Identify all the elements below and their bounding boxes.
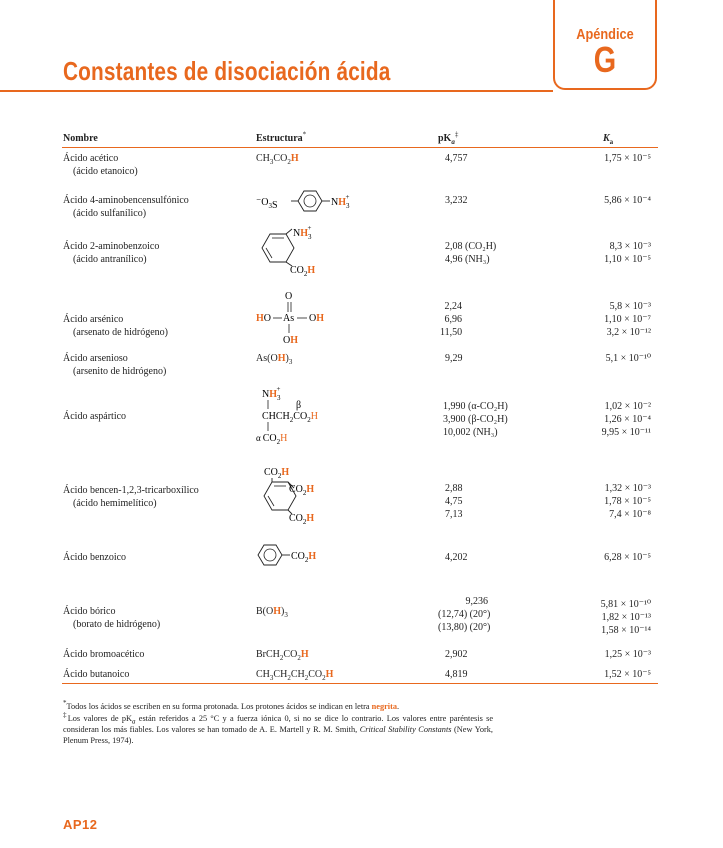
svg-text:CHCH2CO2H: $CHCH_2CO_2H$: [262, 411, 318, 424]
footnote-1: *Todos los ácidos se escriben en su forma protonada. Los protones ácidos se indican en letra negrita.: [63, 699, 400, 711]
pka-values: 3,232: [445, 195, 468, 206]
ka-values: 5,81 × 10⁻¹⁰ 1,82 × 10⁻¹³ 1,58 × 10⁻¹⁴: [600, 599, 651, 636]
appendix-tab: [553, 0, 657, 90]
structure-benzoic: [256, 542, 336, 572]
pka-values: 4,202: [445, 552, 468, 563]
svg-text:As: As: [283, 313, 295, 324]
ka-values: 1,02 × 10⁻² 1,26 × 10⁻⁴ 9,95 × 10⁻¹¹: [601, 401, 651, 438]
svg-text:CO2H: $CO_2H$: [291, 551, 317, 564]
svg-text:CO2H: $CO_2H$: [289, 484, 315, 497]
svg-text:O: O: [285, 291, 293, 302]
header-rule: [62, 147, 658, 148]
structure-hemimellitic: [256, 464, 356, 526]
structure-bromoacetic: $BrCH_2CO_2H$: [256, 649, 309, 662]
appendix-label: Apéndice: [576, 26, 634, 43]
row-name: Ácido bromoacético: [63, 649, 145, 660]
svg-text:⁻O3HS: $^-O_3S$: [256, 197, 278, 211]
ka-values: 5,1 × 10⁻¹⁰: [605, 353, 651, 364]
ka-values: 1,32 × 10⁻³ 1,78 × 10⁻⁵ 7,4 × 10⁻⁸: [604, 483, 651, 520]
svg-text:CO2H: $CO_2H$: [264, 467, 290, 480]
svg-text:β: β: [296, 400, 302, 411]
row-name: Ácido acético (ácido etanoico): [63, 153, 138, 177]
structure-arsenious: $As(OH)_3$: [256, 353, 293, 366]
title-rule: [0, 90, 553, 92]
header-structure: Estructura*: [256, 130, 307, 144]
svg-text:NH3+: $NH_3+$: [262, 385, 281, 402]
pka-values: 4,757: [445, 153, 468, 164]
table-bottom-rule: [62, 683, 658, 684]
row-name: Ácido 4-aminobencensulfónico (ácido sulfanílico): [63, 195, 189, 219]
row-name: Ácido arsenioso (arsenito de hidrógeno): [63, 353, 167, 377]
structure-boric: $B(OH)_3$: [256, 606, 288, 619]
header-name: Nombre: [63, 133, 98, 144]
svg-text:CO2H: $CO_2H$: [289, 513, 315, 526]
svg-text:OH: OH: [309, 313, 325, 324]
svg-text:CO2H: $CO_2H$: [290, 265, 316, 278]
svg-text:HO: HO: [256, 313, 272, 324]
ka-values: 5,8 × 10⁻³ 1,10 × 10⁻⁷ 3,2 × 10⁻¹²: [604, 301, 651, 338]
row-name: Ácido benzoico: [63, 552, 127, 563]
row-name: Ácido 2-aminobenzoico (ácido antranílico): [63, 241, 160, 265]
pka-values: 2,24 6,96 11,50: [440, 301, 463, 338]
svg-text:OH: OH: [283, 335, 299, 346]
structure-acetic: $CH_3CO_2H$: [256, 153, 299, 166]
ka-values: 5,86 × 10⁻⁴: [604, 195, 651, 206]
footnote-2: ‡Los valores de $pK_a$ están referidos a 25 °C y a fuerza iónica 0, si no se dice lo contrario. Los valores entre paréntesis se consideran los más fiables. Los valores se han tomado de A. E. Martell y R. M. Smith, Critical Stability Constants (New York, Plenum Press, 1974).: [63, 711, 494, 745]
structure-aspartic: [256, 386, 346, 446]
row-name: Ácido bórico (borato de hidrógeno): [63, 606, 161, 630]
pka-values: 9,29: [445, 353, 463, 364]
structure-sulfanilic: [256, 188, 366, 218]
row-name: Ácido arsénico (arsenato de hidrógeno): [63, 314, 168, 338]
pka-values: 1,990 (α-CO₂H) 3,900 (β-CO₂H) 10,002 (NH₃): [443, 401, 508, 438]
header-pka: $pK_a^\ddagger$: [438, 130, 459, 146]
ka-values: 1,75 × 10⁻⁵: [604, 153, 651, 164]
structure-butanoic: $CH_3CH_2CH_2CO_2H$: [256, 669, 334, 682]
structure-anthranilic: [256, 226, 356, 278]
row-name: Ácido butanoico: [63, 669, 130, 680]
row-name: Ácido bencen-1,2,3-tricarboxílico (ácido hemimelítico): [63, 485, 199, 509]
pka-values: 2,902: [445, 649, 468, 660]
ka-values: 1,25 × 10⁻³: [604, 649, 651, 660]
structure-arsenic: [256, 288, 336, 348]
row-name: Ácido aspártico: [63, 411, 127, 422]
svg-text:NH3+: $NH_3+$: [331, 193, 350, 210]
page-number: AP12: [63, 817, 98, 832]
ka-values: 1,52 × 10⁻⁵: [604, 669, 651, 680]
svg-text:αCO2H: α $CO_2H$: [256, 433, 288, 446]
header-ka: $K_a$: [603, 133, 614, 146]
pka-values: 2,88 4,75 7,13: [445, 483, 463, 520]
pka-values: 2,08 (CO₂H) 4,96 (NH₃): [445, 241, 497, 265]
svg-text:NH3+: $NH_3+$: [293, 224, 312, 241]
pka-values: 4,819: [445, 669, 468, 680]
appendix-letter: G: [593, 39, 617, 80]
ka-values: 8,3 × 10⁻³ 1,10 × 10⁻⁵: [604, 241, 651, 265]
ka-values: 6,28 × 10⁻⁵: [604, 552, 651, 563]
pka-values: 9,236 (12,74) (20°) (13,80) (20°): [438, 596, 491, 633]
page-title: Constantes de disociación ácida: [63, 56, 391, 86]
